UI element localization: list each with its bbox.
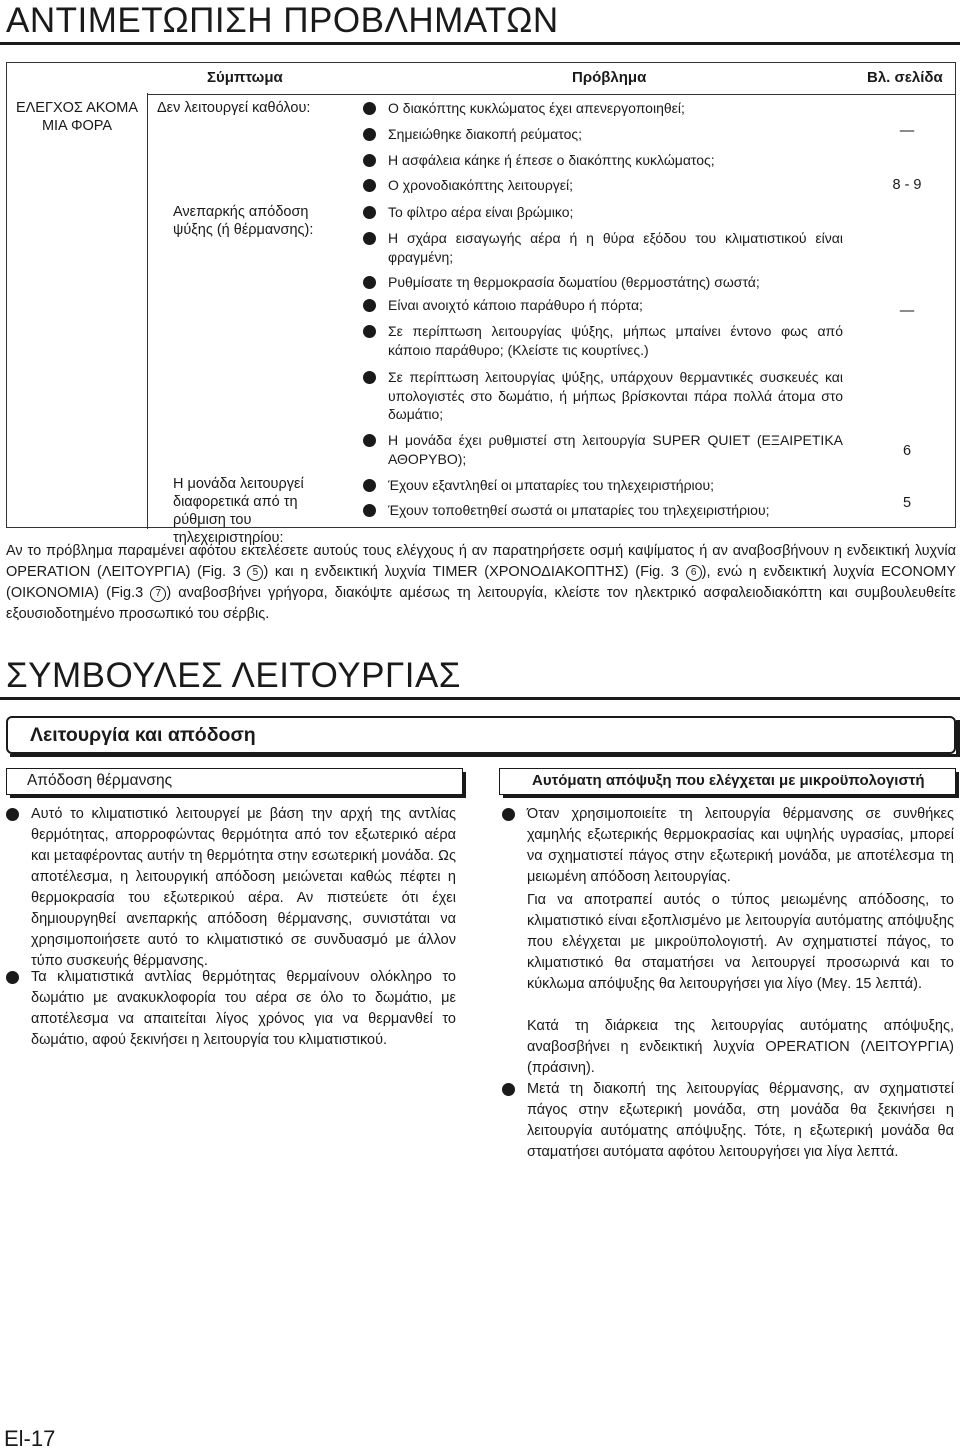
bullet-icon	[6, 971, 19, 984]
symptom-insufficient: Ανεπαρκής απόδοση ψύξης (ή θέρμανσης):	[173, 204, 314, 238]
left-column-header: Απόδοση θέρμανσης	[6, 768, 463, 795]
bullet-icon	[363, 325, 376, 338]
bullet-icon	[6, 808, 19, 821]
problem-item: Σε περίπτωση λειτουργίας ψύξης, υπάρχουν θερμαντικές συσκευές και υπολογιστές στο δωμάτιο, ή μήπως βρίσκονται πάρα πολλά άτομα στο δωμάτιο;	[363, 368, 843, 424]
bullet-icon	[363, 128, 376, 141]
bullet-icon	[502, 1083, 515, 1096]
right-column-header: Αυτόματη απόψυξη που ελέγχεται με μικροϋπολογιστή	[499, 768, 956, 795]
section-shadow	[956, 720, 960, 757]
problem-item: Η ασφάλεια κάηκε ή έπεσε ο διακόπτης κυκλώματος;	[363, 151, 843, 170]
title-divider	[0, 42, 960, 45]
column-divider	[147, 93, 148, 529]
section-header	[6, 716, 956, 754]
page-ref: —	[899, 303, 915, 319]
problem-item: Το φίλτρο αέρα είναι βρώμικο;	[363, 203, 843, 222]
bullet-icon	[363, 371, 376, 384]
bullet-icon	[363, 434, 376, 447]
bullet-icon	[363, 232, 376, 245]
bullet-icon	[363, 154, 376, 167]
header-problem: Πρόβλημα	[572, 69, 647, 86]
check-again-label: ΕΛΕΓΧΟΣ ΑΚΟΜΑ ΜΙΑ ΦΟΡΑ	[15, 100, 139, 134]
bullet-icon	[363, 504, 376, 517]
problem-item: Ο χρονοδιακόπτης λειτουργεί;	[363, 176, 843, 195]
tips-divider	[0, 697, 960, 700]
circled-number-icon: 7	[150, 586, 166, 602]
left-tip-item: Τα κλιματιστικά αντλίας θερμότητας θερμαίνουν ολόκληρο το δωμάτιο με ανακυκλοφορία του αέρα σε όλο το δωμάτιο, με αποτέλεσμα να απαιτείται λίγος χρόνος για να θερμανθεί το δωμάτιο, αφού ξεκινήσει η λειτουργία του κλιματιστικού.	[6, 967, 456, 1051]
page-ref: 5	[902, 495, 912, 511]
circled-number-icon: 6	[686, 565, 702, 581]
column-header-shadow	[503, 795, 959, 798]
circled-number-icon: 5	[247, 565, 263, 581]
problem-item: Έχουν εξαντληθεί οι μπαταρίες του τηλεχειριστήριου;	[363, 476, 843, 495]
bullet-icon	[363, 276, 376, 289]
bullet-icon	[363, 299, 376, 312]
problem-item: Σημειώθηκε διακοπή ρεύματος;	[363, 125, 843, 144]
left-tip-item: Αυτό το κλιματιστικό λειτουργεί με βάση την αρχή της αντλίας θερμότητας, απορροφώντας θερμότητα από τον εξωτερικό αέρα και μεταφέροντας αυτήν τη θερμότητα στην εσωτερική μονάδα. Ως αποτέλεσμα, η λειτουργική απόδοση μειώνεται καθώς πέφτει η θερμοκρασία του εξωτερικού αέρα. Αν πιστεύετε ότι έχει δημιουργηθεί ανεπαρκής απόδοση θέρμανσης, συνιστάται να χρησιμοποιήσετε αυτό το κλιματιστικό σε συνδυασμό με άλλον τύπο συσκευής θέρμανσης.	[6, 804, 456, 972]
right-tip-paragraph: Κατά τη διάρκεια της λειτουργίας αυτόματης απόψυξης, αναβοσβήνει η ενδεικτική λυχνία OPERATION (ΛΕΙΤΟΥΡΓΙΑ) (πράσινη).	[527, 1018, 954, 1076]
bullet-icon	[363, 179, 376, 192]
problem-item: Η μονάδα έχει ρυθμιστεί στη λειτουργία SUPER QUIET (ΕΞΑΙΡΕΤΙΚΑ ΑΘΟΡΥΒΟ);	[363, 431, 843, 468]
problem-item: Ο διακόπτης κυκλώματος έχει απενεργοποιηθεί;	[363, 99, 843, 118]
section-title: Λειτουργία και απόδοση	[30, 724, 256, 746]
header-divider	[147, 94, 955, 95]
problem-item: Είναι ανοιχτό κάποιο παράθυρο ή πόρτα;	[363, 296, 843, 315]
bullet-icon	[363, 479, 376, 492]
troubleshooting-title: ΑΝΤΙΜΕΤΩΠΙΣΗ ΠΡΟΒΛΗΜΑΤΩΝ	[6, 1, 559, 40]
right-tip-item: Μετά τη διακοπή της λειτουργίας θέρμανσης, αν σχηματιστεί πάγος στην εξωτερική μονάδα, στη μονάδα θα ξεκινήσει η λειτουργία αυτόματης απόψυξης. Τότε, η εξωτερική μονάδα θα σταματήσει αυτόματα αφότου λειτουργήσει για λίγα λεπτά.	[502, 1079, 954, 1163]
page-ref: 6	[902, 443, 912, 459]
symptom-no-operation: Δεν λειτουργεί καθόλου:	[157, 100, 311, 116]
troubleshooting-table	[6, 62, 956, 546]
bullet-icon	[363, 102, 376, 115]
problem-item: Έχουν τοποθετηθεί σωστά οι μπαταρίες του τηλεχειριστήριου;	[363, 501, 843, 520]
problem-item: Ρυθμίσατε τη θερμοκρασία δωματίου (θερμοστάτης) σωστά;	[363, 273, 843, 292]
bullet-icon	[502, 808, 515, 821]
symptom-mismatch: Η μονάδα λειτουργεί διαφορετικά από τη ρύθμιση του τηλεχειριστηρίου:	[173, 476, 304, 546]
column-header-shadow	[10, 795, 466, 798]
tips-title: ΣΥΜΒΟΥΛΕΣ ΛΕΙΤΟΥΡΓΙΑΣ	[6, 656, 461, 695]
right-tip-item: Όταν χρησιμοποιείτε τη λειτουργία θέρμανσης σε συνθήκες χαμηλής εξωτερικής θερμοκρασίας και υψηλής υγρασίας, μπορεί να σχηματιστεί πάγος στην εξωτερική μονάδα, με αποτέλεσμα τη μειωμένη απόδοση λειτουργίας.	[502, 804, 954, 888]
problem-item: Η σχάρα εισαγωγής αέρα ή η θύρα εξόδου του κλιματιστικού είναι φραγμένη;	[363, 229, 843, 266]
right-tip-paragraph: Για να αποτραπεί αυτός ο τύπος μειωμένης απόδοσης, το κλιματιστικό είναι εξοπλισμένο με λειτουργία αυτόματης απόψυξης που ελέγχεται με μικροϋπολογιστή. Αν σχηματιστεί πάγος, το κλιματιστικό θα σταματήσει να λειτουργεί προσωρινά και το κύκλωμα απόψυξης θα λειτουργήσει για λίγο (Μεγ. 15 λεπτά).	[527, 892, 954, 992]
page-number: El-17	[4, 1426, 56, 1451]
section-shadow	[10, 754, 960, 757]
page-ref: —	[899, 123, 915, 139]
header-page: Βλ. σελίδα	[867, 69, 943, 86]
warning-note: Αν το πρόβλημα παραμένει αφότου εκτελέσετε αυτούς τους ελέγχους ή αν παρατηρήσετε οσμή καψίματος ή αν αναβοσβήνουν η ενδεικτική λυχνία OPERATION (ΛΕΙΤΟΥΡΓΙΑ) (Fig. 3 5 ) και η ενδεικτική λυχνία TIMER (ΧΡΟΝΟΔΙΑΚΟΠΤΗΣ) (Fig. 3 6 ), ενώ η ενδεικτική λυχνία ECONOMY (ΟΙΚΟΝΟΜΙΑ) (Fig.3 7 ) αναβοσβήνει γρήγορα, διακόψτε αμέσως τη λειτουργία, κλείστε τον ηλεκτρικό ασφαλειοδιακόπτη και συμβουλευθείτε εξουσιοδοτημένο προσωπικό του σέρβις.	[6, 543, 956, 622]
header-symptom: Σύμπτωμα	[207, 69, 283, 86]
bullet-icon	[363, 206, 376, 219]
page-ref: 8 - 9	[892, 177, 922, 193]
problem-item: Σε περίπτωση λειτουργίας ψύξης, μήπως μπαίνει έντονο φως από κάποιο παράθυρο; (Κλείστε τις κουρτίνες.)	[363, 322, 843, 359]
